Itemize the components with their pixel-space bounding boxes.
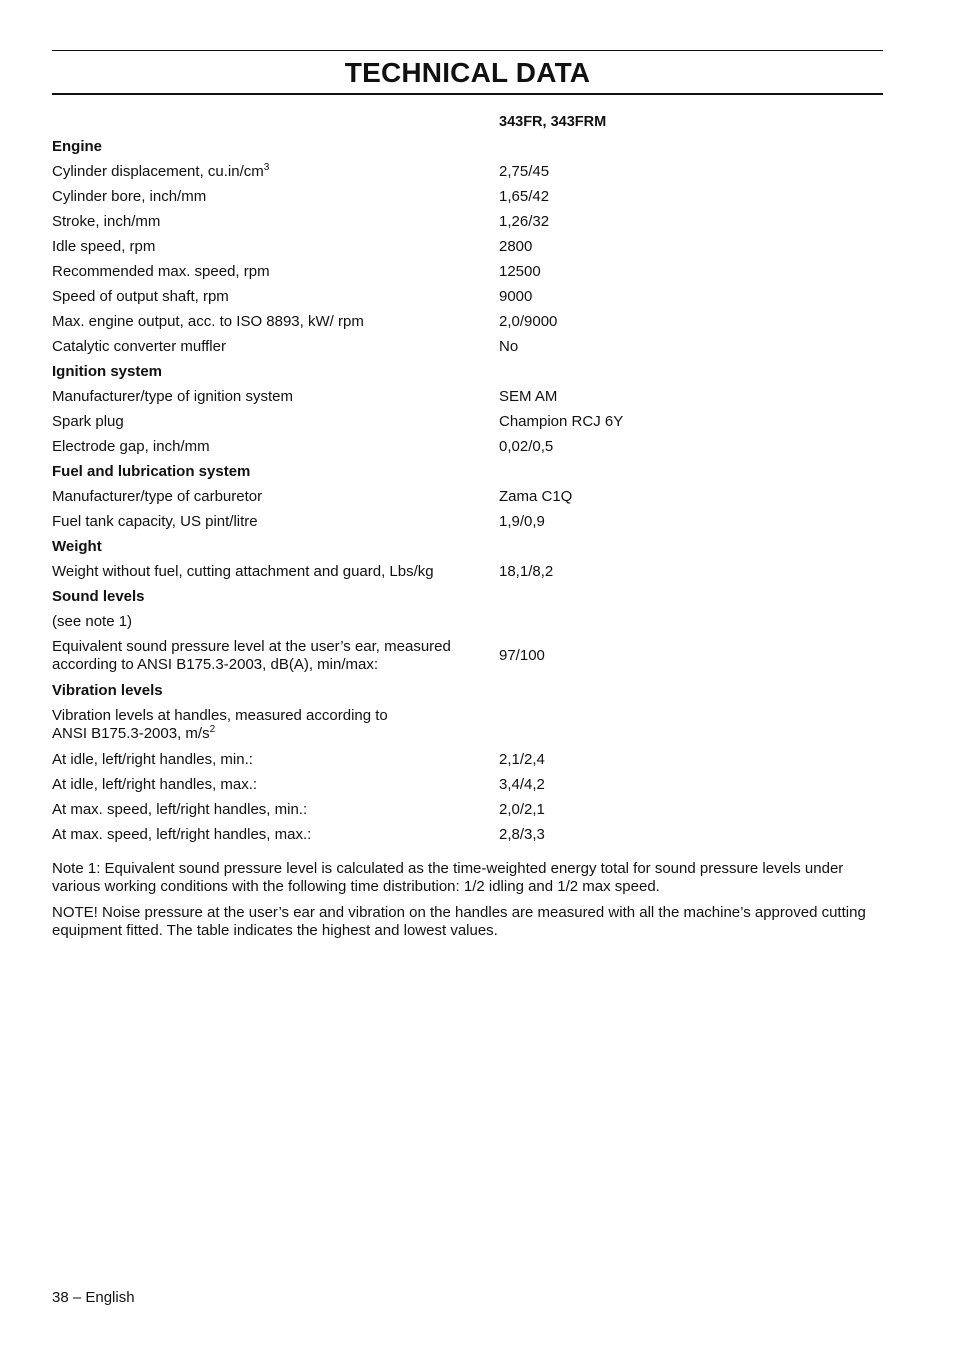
spec-label xyxy=(52,563,499,581)
spec-label-text: Max. engine output, acc. to ISO 8893, kW/ rpm xyxy=(52,312,364,330)
spec-row xyxy=(52,159,883,184)
section-heading-ignition xyxy=(52,359,883,384)
spec-row xyxy=(52,609,883,634)
spec-value: 2,0/9000 xyxy=(499,312,558,330)
section-heading-engine xyxy=(52,134,883,159)
spec-value: 3,4/4,2 xyxy=(499,775,545,793)
spec-value: 2,1/2,4 xyxy=(499,750,545,768)
section-title: Fuel and lubrication system xyxy=(52,462,251,480)
spec-label xyxy=(52,438,499,456)
page-footer: 38 – English xyxy=(52,1289,135,1306)
spec-row xyxy=(52,634,883,678)
spec-row xyxy=(52,434,883,459)
spec-label-text: Idle speed, rpm xyxy=(52,237,156,255)
spec-label xyxy=(52,188,499,206)
spec-value: SEM AM xyxy=(499,387,558,405)
spec-row xyxy=(52,509,883,534)
superscript: 3 xyxy=(263,161,270,173)
section-heading-sound xyxy=(52,584,883,609)
spec-value: 2,8/3,3 xyxy=(499,825,545,843)
spec-label xyxy=(52,413,499,431)
spec-label xyxy=(52,513,499,531)
section-title: Engine xyxy=(52,137,103,155)
spec-label xyxy=(52,488,499,506)
spec-row xyxy=(52,184,883,209)
spec-label xyxy=(52,707,499,743)
spec-row xyxy=(52,747,883,772)
spec-label-text-line2: according to ANSI B175.3-2003, dB(A), min/max: xyxy=(52,656,378,673)
spec-label xyxy=(52,163,499,181)
page-title: TECHNICAL DATA xyxy=(344,57,591,88)
spec-label-text: Cylinder displacement, cu.in/cm xyxy=(52,162,264,180)
spec-label-text-line2: ANSI B175.3-2003, m/s xyxy=(52,725,210,742)
spec-value: Zama C1Q xyxy=(499,487,573,505)
spec-label xyxy=(52,801,499,819)
spec-label-text: At max. speed, left/right handles, max.: xyxy=(52,825,312,843)
note-2: NOTE! Noise pressure at the user’s ear and vibration on the handles are measured with all the machine’s approved cutting equipment fitted. The table indicates the highest and lowest values. xyxy=(52,904,866,939)
section-title: Sound levels xyxy=(52,587,145,605)
section-title: Vibration levels xyxy=(52,681,163,699)
spec-label xyxy=(52,288,499,306)
spec-row xyxy=(52,822,883,847)
spec-label-text: Recommended max. speed, rpm xyxy=(52,262,270,280)
section-heading-weight xyxy=(52,534,883,559)
spec-value: 9000 xyxy=(499,287,533,305)
spec-label-text: At max. speed, left/right handles, min.: xyxy=(52,800,308,818)
spec-row xyxy=(52,209,883,234)
spec-label-text: Catalytic converter muffler xyxy=(52,337,226,355)
spec-label xyxy=(52,313,499,331)
note-1: Note 1: Equivalent sound pressure level is calculated as the time-weighted energy total for sound pressure levels under various working conditions with the following time distribution: 1/2 idling and 1/2 max speed. xyxy=(52,860,844,895)
spec-row xyxy=(52,309,883,334)
spec-label-text: Manufacturer/type of carburetor xyxy=(52,487,263,505)
spec-value: 12500 xyxy=(499,262,541,280)
spec-row xyxy=(52,384,883,409)
spec-label-text: Cylinder bore, inch/mm xyxy=(52,187,207,205)
spec-label-text: Manufacturer/type of ignition system xyxy=(52,387,293,405)
spec-label xyxy=(52,263,499,281)
spec-label xyxy=(52,638,499,674)
spec-row xyxy=(52,334,883,359)
spec-value: 97/100 xyxy=(499,647,545,664)
spec-label xyxy=(52,751,499,769)
spec-row xyxy=(52,409,883,434)
spec-label-text: Spark plug xyxy=(52,412,124,430)
spec-row xyxy=(52,234,883,259)
spec-label-text: At idle, left/right handles, min.: xyxy=(52,750,253,768)
spec-table xyxy=(52,134,883,847)
spec-value: 1,26/32 xyxy=(499,212,550,230)
spec-value: No xyxy=(499,337,519,355)
spec-value: 1,9/0,9 xyxy=(499,512,545,530)
spec-value: Champion RCJ 6Y xyxy=(499,412,624,430)
spec-label-text: Speed of output shaft, rpm xyxy=(52,287,229,305)
superscript: 2 xyxy=(209,724,216,735)
spec-label-text: Electrode gap, inch/mm xyxy=(52,437,210,455)
spec-value: 2,75/45 xyxy=(499,162,550,180)
spec-value: 2800 xyxy=(499,237,533,255)
section-title: Ignition system xyxy=(52,362,163,380)
spec-label-text: At idle, left/right handles, max.: xyxy=(52,775,258,793)
spec-label-text: Fuel tank capacity, US pint/litre xyxy=(52,512,258,530)
spec-row xyxy=(52,284,883,309)
spec-label xyxy=(52,388,499,406)
spec-value: 18,1/8,2 xyxy=(499,562,554,580)
spec-row xyxy=(52,259,883,284)
title-rule-bottom xyxy=(52,93,883,95)
spec-label xyxy=(52,826,499,844)
section-heading-fuel xyxy=(52,459,883,484)
title-rule-top xyxy=(52,50,883,51)
spec-row xyxy=(52,797,883,822)
spec-row xyxy=(52,559,883,584)
spec-value: 0,02/0,5 xyxy=(499,437,554,455)
spec-label-text: Stroke, inch/mm xyxy=(52,212,161,230)
spec-value: 2,0/2,1 xyxy=(499,800,545,818)
spec-row xyxy=(52,484,883,509)
spec-label-text: (see note 1) xyxy=(52,612,133,630)
spec-value: 1,65/42 xyxy=(499,187,550,205)
spec-label-text: Vibration levels at handles, measured according to xyxy=(52,707,388,724)
spec-row xyxy=(52,772,883,797)
spec-row xyxy=(52,703,883,747)
section-heading-vibration xyxy=(52,678,883,703)
section-title: Weight xyxy=(52,537,102,555)
notes xyxy=(52,860,883,948)
spec-label xyxy=(52,776,499,794)
model-column-header: 343FR, 343FRM xyxy=(499,114,607,130)
spec-label xyxy=(52,613,499,631)
spec-label xyxy=(52,213,499,231)
spec-label-text: Weight without fuel, cutting attachment and guard, Lbs/kg xyxy=(52,562,434,580)
spec-label-text: Equivalent sound pressure level at the user’s ear, measured xyxy=(52,638,451,655)
spec-label xyxy=(52,338,499,356)
spec-label xyxy=(52,238,499,256)
